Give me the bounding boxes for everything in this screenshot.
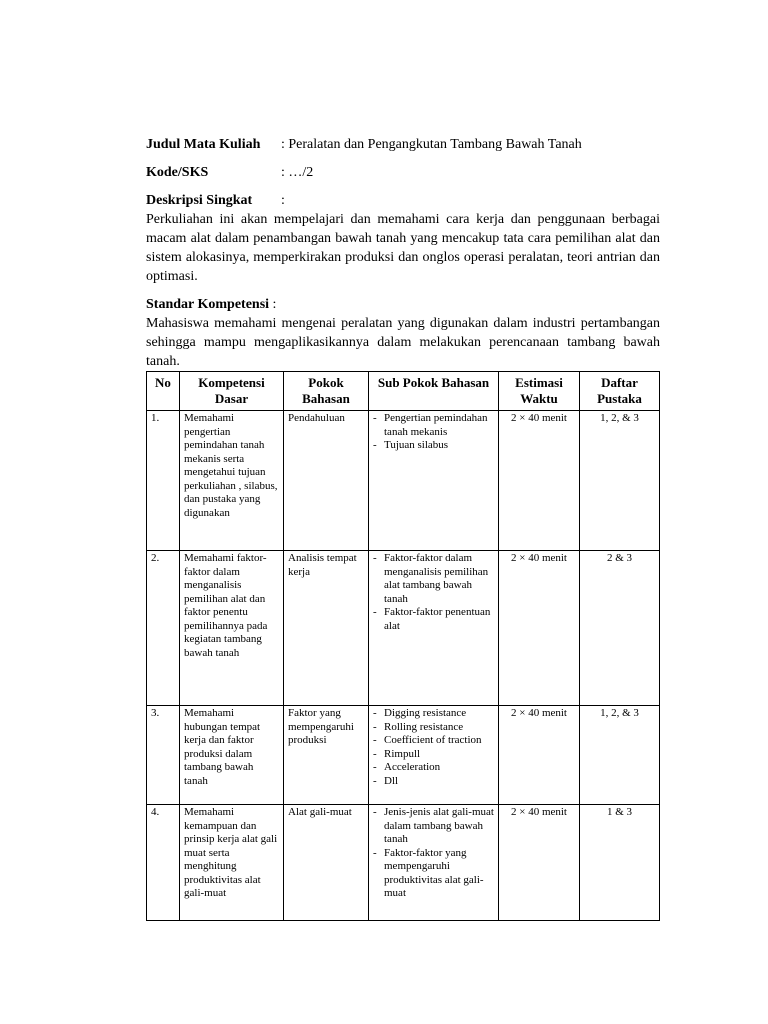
- standar-label: Standar Kompetensi: [146, 297, 270, 312]
- cell-no: 1.: [147, 411, 180, 551]
- standar-block: [146, 296, 660, 371]
- sub-item: - Faktor-faktor dalam menganalisis pemilihan alat tambang bawah tanah: [373, 552, 494, 606]
- silabus-table: [146, 371, 660, 921]
- kode-value: : …/2: [281, 165, 314, 180]
- cell-pustaka: 1, 2, & 3: [580, 411, 660, 551]
- judul-row: [146, 136, 660, 154]
- kode-label: Kode/SKS: [146, 165, 209, 180]
- document-header: [146, 136, 660, 381]
- deskripsi-block: [146, 192, 660, 286]
- col-header-kompetensi: Kompetensi Dasar: [180, 372, 284, 411]
- cell-waktu: 2 × 40 menit: [499, 805, 580, 921]
- col-header-pustaka: Daftar Pustaka: [580, 372, 660, 411]
- cell-pustaka: 2 & 3: [580, 551, 660, 706]
- judul-label: Judul Mata Kuliah: [146, 137, 261, 152]
- cell-pokok: Alat gali-muat: [284, 805, 369, 921]
- cell-sub: [369, 551, 499, 706]
- cell-kompetensi: Memahami hubungan tempat kerja dan faktor produksi dalam tambang bawah tanah: [180, 706, 284, 805]
- sub-item: - Rimpull: [373, 748, 494, 762]
- cell-sub: [369, 805, 499, 921]
- cell-kompetensi: Memahami faktor-faktor dalam menganalisis pemilihan alat dan faktor penentu pemilihannya pada kegiatan tambang bawah tanah: [180, 551, 284, 706]
- sub-item: - Jenis-jenis alat gali-muat dalam tambang bawah tanah: [373, 806, 494, 847]
- sub-item: - Acceleration: [373, 761, 494, 775]
- sub-item: - Coefficient of traction: [373, 734, 494, 748]
- cell-sub: [369, 411, 499, 551]
- cell-pustaka: 1 & 3: [580, 805, 660, 921]
- table-row: [147, 805, 660, 921]
- deskripsi-text: Perkuliahan ini akan mempelajari dan memahami cara kerja dan penggunaan berbagai macam alat dalam penambangan bawah tanah yang mencakup tata cara pemilihan alat dan sistem alokasinya, memperkirakan produksi dan onglos operasi peralatan, teori antrian dan optimasi.: [146, 212, 660, 284]
- col-header-no: No: [147, 372, 180, 411]
- sub-item: - Digging resistance: [373, 707, 494, 721]
- col-header-pokok: Pokok Bahasan: [284, 372, 369, 411]
- sub-item: - Dll: [373, 775, 494, 789]
- cell-kompetensi: Memahami pengertian pemindahan tanah mekanis serta mengetahui tujuan perkuliahan , silabus, dan pustaka yang digunakan: [180, 411, 284, 551]
- cell-waktu: 2 × 40 menit: [499, 706, 580, 805]
- deskripsi-label: Deskripsi Singkat: [146, 193, 253, 208]
- table-row: [147, 706, 660, 805]
- cell-pokok: Analisis tempat kerja: [284, 551, 369, 706]
- sub-item: - Faktor-faktor yang mempengaruhi produktivitas alat gali-muat: [373, 847, 494, 901]
- cell-pokok: Pendahuluan: [284, 411, 369, 551]
- sub-item: - Pengertian pemindahan tanah mekanis: [373, 412, 494, 439]
- standar-text: Mahasiswa memahami mengenai peralatan yang digunakan dalam industri pertambangan sehingga mampu mengaplikasikannya dalam melakukan perencanaan tambang bawah tanah.: [146, 316, 660, 369]
- sub-item: - Tujuan silabus: [373, 439, 494, 453]
- table-header-row: [147, 372, 660, 411]
- cell-no: 4.: [147, 805, 180, 921]
- deskripsi-colon: :: [281, 193, 285, 208]
- cell-no: 2.: [147, 551, 180, 706]
- cell-pustaka: 1, 2, & 3: [580, 706, 660, 805]
- col-header-waktu: Estimasi Waktu: [499, 372, 580, 411]
- judul-value: : Peralatan dan Pengangkutan Tambang Bawah Tanah: [281, 137, 582, 152]
- cell-waktu: 2 × 40 menit: [499, 411, 580, 551]
- cell-pokok: Faktor yang mempengaruhi produksi: [284, 706, 369, 805]
- standar-colon: :: [272, 297, 277, 312]
- sub-item: - Faktor-faktor penentuan alat: [373, 606, 494, 633]
- table-row: [147, 551, 660, 706]
- cell-waktu: 2 × 40 menit: [499, 551, 580, 706]
- sub-item: - Rolling resistance: [373, 721, 494, 735]
- kode-row: [146, 164, 660, 182]
- col-header-sub: Sub Pokok Bahasan: [369, 372, 499, 411]
- cell-sub: [369, 706, 499, 805]
- cell-no: 3.: [147, 706, 180, 805]
- table-row: [147, 411, 660, 551]
- cell-kompetensi: Memahami kemampuan dan prinsip kerja alat gali muat serta menghitung produktivitas alat gali-muat: [180, 805, 284, 921]
